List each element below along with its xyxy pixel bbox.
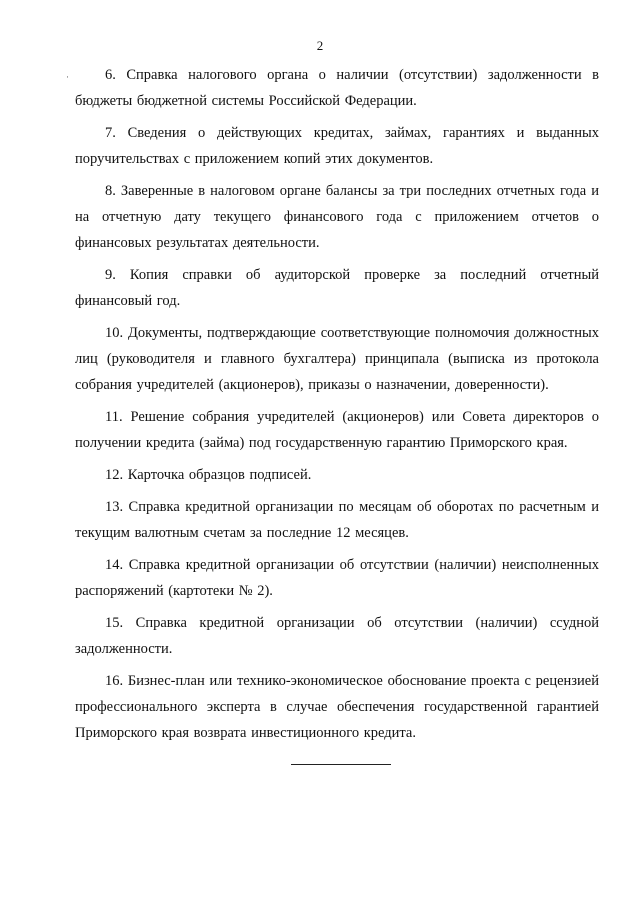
closing-rule: [291, 764, 391, 765]
list-item-7: 7. Сведения о действующих кредитах, займах, гарантиях и выданных поручительствах с приложением копий этих документов.: [75, 125, 599, 167]
list-item-15: 15. Справка кредитной организации об отсутствии (наличии) ссудной задолженности.: [75, 615, 599, 657]
list-item-10: 10. Документы, подтверждающие соответствующие полномочия должностных лиц (руководителя и главного бухгалтера) принципала (выписка из протокола собрания учредителей (акционеров), приказы о назначении, доверенности).: [75, 325, 599, 393]
list-item-12: 12. Карточка образцов подписей.: [105, 467, 312, 483]
list-item-13: 13. Справка кредитной организации по месяцам об оборотах по расчетным и текущим валютным счетам за последние 12 месяцев.: [75, 499, 599, 541]
list-item-9: 9. Копия справки об аудиторской проверке за последний отчетный финансовый год.: [75, 267, 599, 309]
scan-mark: ·: [66, 72, 69, 82]
list-item-8: 8. Заверенные в налоговом органе балансы за три последних отчетных года и на отчетную дату текущего финансового года с приложением отчетов о финансовых результатах деятельности.: [75, 183, 599, 251]
list-item-6: 6. Справка налогового органа о наличии (отсутствии) задолженности в бюджеты бюджетной системы Российской Федерации.: [75, 67, 599, 109]
list-item-11: 11. Решение собрания учредителей (акционеров) или Совета директоров о получении кредита (займа) под государственную гарантию Приморского края.: [75, 409, 599, 451]
list-item-16: 16. Бизнес-план или технико-экономическое обоснование проекта с рецензией профессионального эксперта в случае обеспечения государственной гарантией Приморского края возврата инвестиционного кредита.: [75, 673, 599, 741]
list-item-14: 14. Справка кредитной организации об отсутствии (наличии) неисполненных распоряжений (картотеки № 2).: [75, 557, 599, 599]
document-body: [75, 62, 599, 752]
page-number: 2: [316, 38, 324, 53]
